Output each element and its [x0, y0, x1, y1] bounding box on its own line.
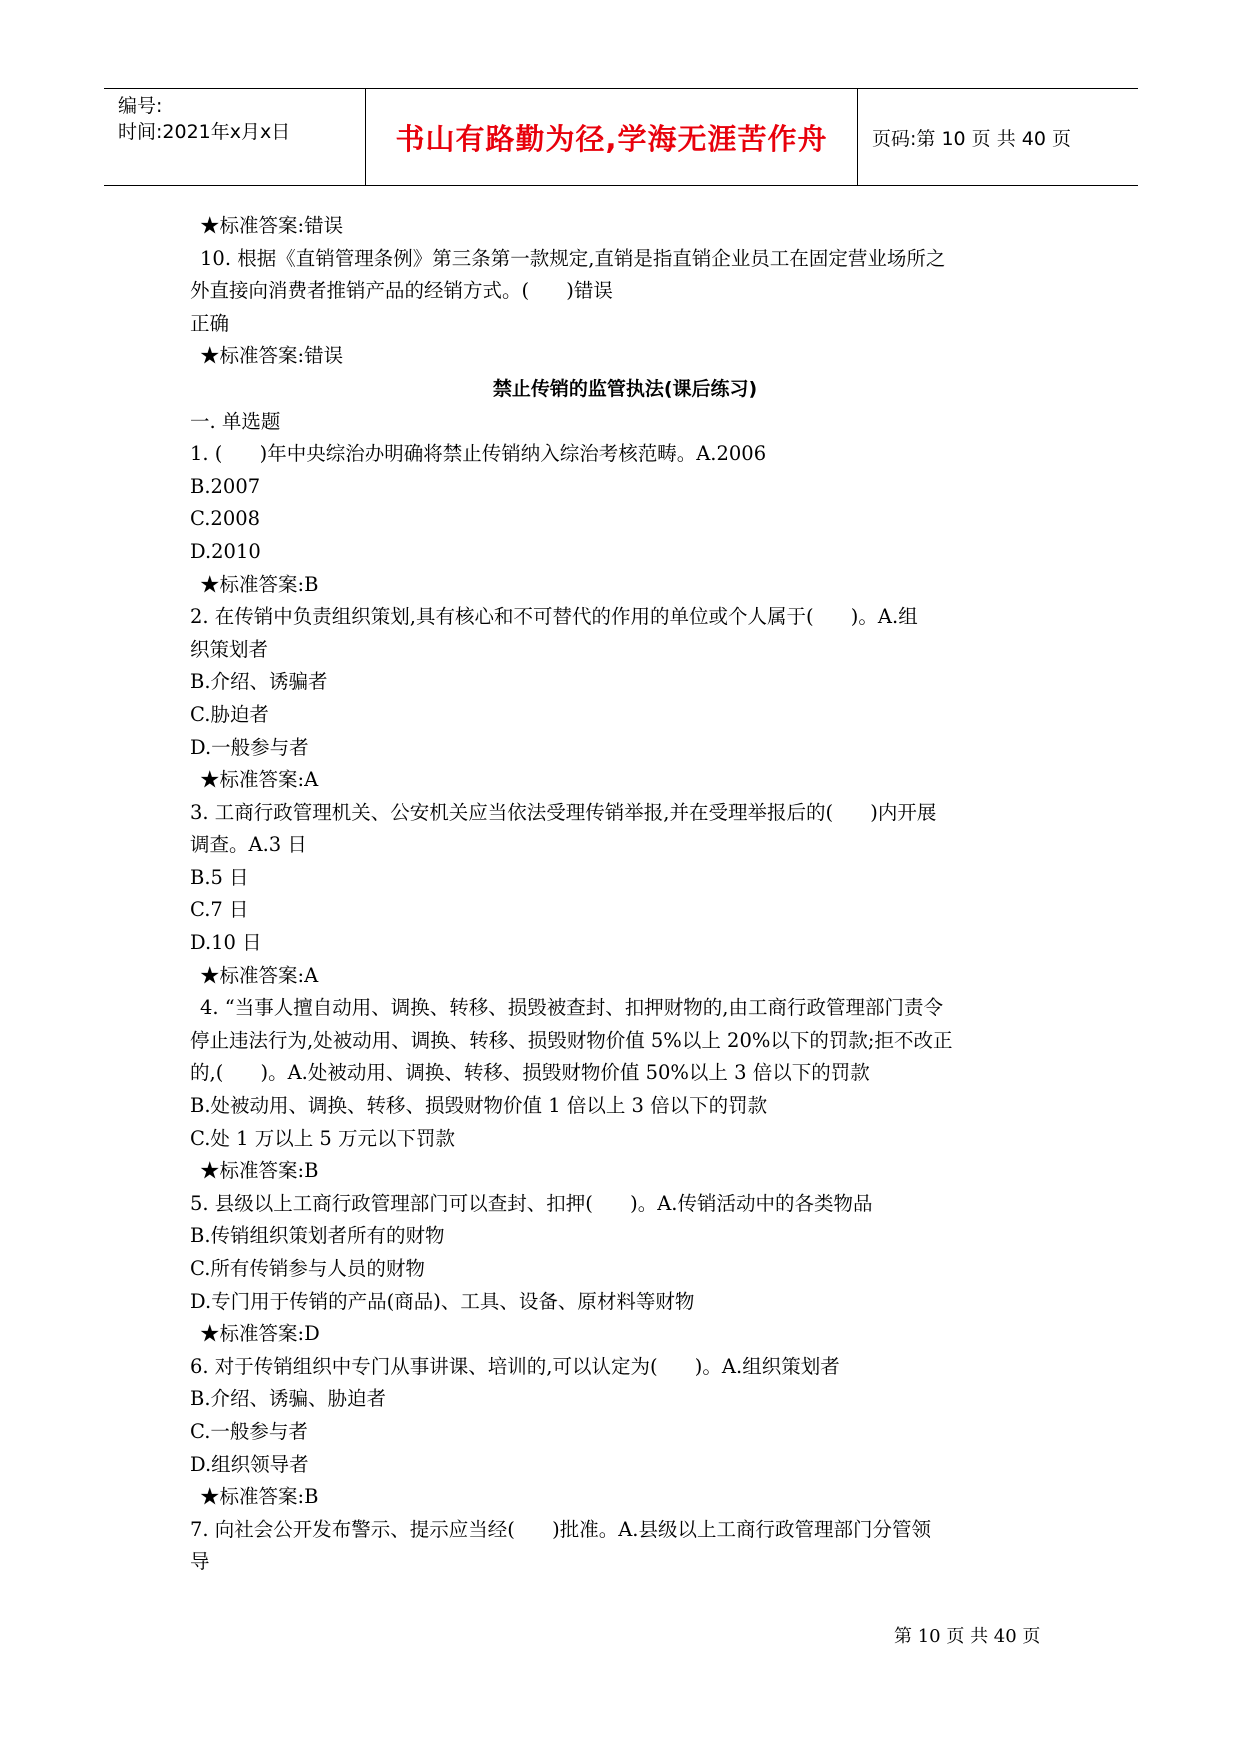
text-line: 一. 单选题 — [190, 409, 281, 433]
text-line: B.传销组织策划者所有的财物 — [190, 1224, 445, 1248]
text-line: B.介绍、诱骗者 — [190, 670, 328, 694]
text-line: 外直接向消费者推销产品的经销方式。( )错误 — [190, 279, 613, 303]
text-line: 4. “当事人擅自动用、调换、转移、损毁被查封、扣押财物的,由工商行政管理部门责令 — [200, 996, 943, 1020]
text-line: ★标准答案:错误 — [200, 344, 344, 368]
page-header — [104, 88, 1138, 186]
text-line: 5. 县级以上工商行政管理部门可以查封、扣押( )。A.传销活动中的各类物品 — [190, 1191, 873, 1215]
text-line: B.5 日 — [190, 865, 249, 889]
text-line: 7. 向社会公开发布警示、提示应当经( )批准。A.县级以上工商行政管理部门分管领 — [190, 1517, 931, 1541]
text-line: 2. 在传销中负责组织策划,具有核心和不可替代的作用的单位或个人属于( )。A.组 — [190, 605, 918, 629]
text-line: C.一般参与者 — [190, 1419, 308, 1443]
text-line: ★标准答案:B — [200, 1159, 319, 1183]
page-footer: 第 10 页 共 40 页 — [894, 1626, 1041, 1647]
text-line: ★标准答案:D — [200, 1322, 320, 1346]
time-label: 时间:2021年x月x日 — [118, 121, 291, 143]
text-line: 3. 工商行政管理机关、公安机关应当依法受理传销举报,并在受理举报后的( )内开展 — [190, 800, 937, 824]
page-label: 页码:第 10 页 共 40 页 — [872, 127, 1071, 150]
text-line: ★标准答案:错误 — [200, 214, 344, 237]
text-line: ★标准答案:B — [200, 572, 319, 596]
text-line: ★标准答案:A — [200, 963, 319, 987]
text-line: C.2008 — [190, 507, 261, 531]
text-line: D.专门用于传销的产品(商品)、工具、设备、原材料等财物 — [190, 1289, 695, 1313]
text-line: D.10 日 — [190, 931, 262, 955]
text-line: 织策划者 — [190, 637, 269, 661]
text-line: 6. 对于传销组织中专门从事讲课、培训的,可以认定为( )。A.组织策划者 — [190, 1354, 840, 1378]
text-line: 停止违法行为,处被动用、调换、转移、损毁财物价值 5%以上 20%以下的罚款;拒不改正 — [190, 1028, 953, 1052]
text-line: C.所有传销参与人员的财物 — [190, 1257, 425, 1280]
motto: 书山有路勤为径,学海无涯苦作舟 — [366, 89, 858, 185]
text-line: C.处 1 万以上 5 万元以下罚款 — [190, 1126, 456, 1150]
text-line: ★标准答案:A — [200, 768, 319, 792]
text-line: D.2010 — [190, 539, 261, 563]
text-line: C.7 日 — [190, 898, 249, 922]
text-line: D.组织领导者 — [190, 1452, 309, 1476]
text-line: 1. ( )年中央综治办明确将禁止传销纳入综治考核范畴。A.2006 — [190, 442, 767, 466]
text-line: C.胁迫者 — [190, 702, 269, 726]
text-line: 调查。A.3 日 — [190, 833, 307, 857]
text-line: 的,( )。A.处被动用、调换、转移、损毁财物价值 50%以上 3 倍以下的罚款 — [190, 1061, 870, 1085]
text-line: B.2007 — [190, 474, 261, 498]
text-line: 10. 根据《直销管理条例》第三条第一款规定,直销是指直销企业员工在固定营业场所之 — [200, 246, 946, 270]
number-label: 编号: — [118, 95, 163, 117]
text-line: B.介绍、诱骗、胁迫者 — [190, 1387, 387, 1411]
header-meta — [104, 89, 366, 185]
text-line: B.处被动用、调换、转移、损毁财物价值 1 倍以上 3 倍以下的罚款 — [190, 1094, 768, 1118]
document-body — [190, 210, 1060, 1579]
section-title: 禁止传销的监管执法(课后练习) — [492, 377, 758, 400]
text-line: 导 — [190, 1550, 210, 1574]
text-line: ★标准答案:B — [200, 1485, 319, 1509]
text-line: D.一般参与者 — [190, 735, 309, 759]
text-line: 正确 — [190, 311, 230, 335]
